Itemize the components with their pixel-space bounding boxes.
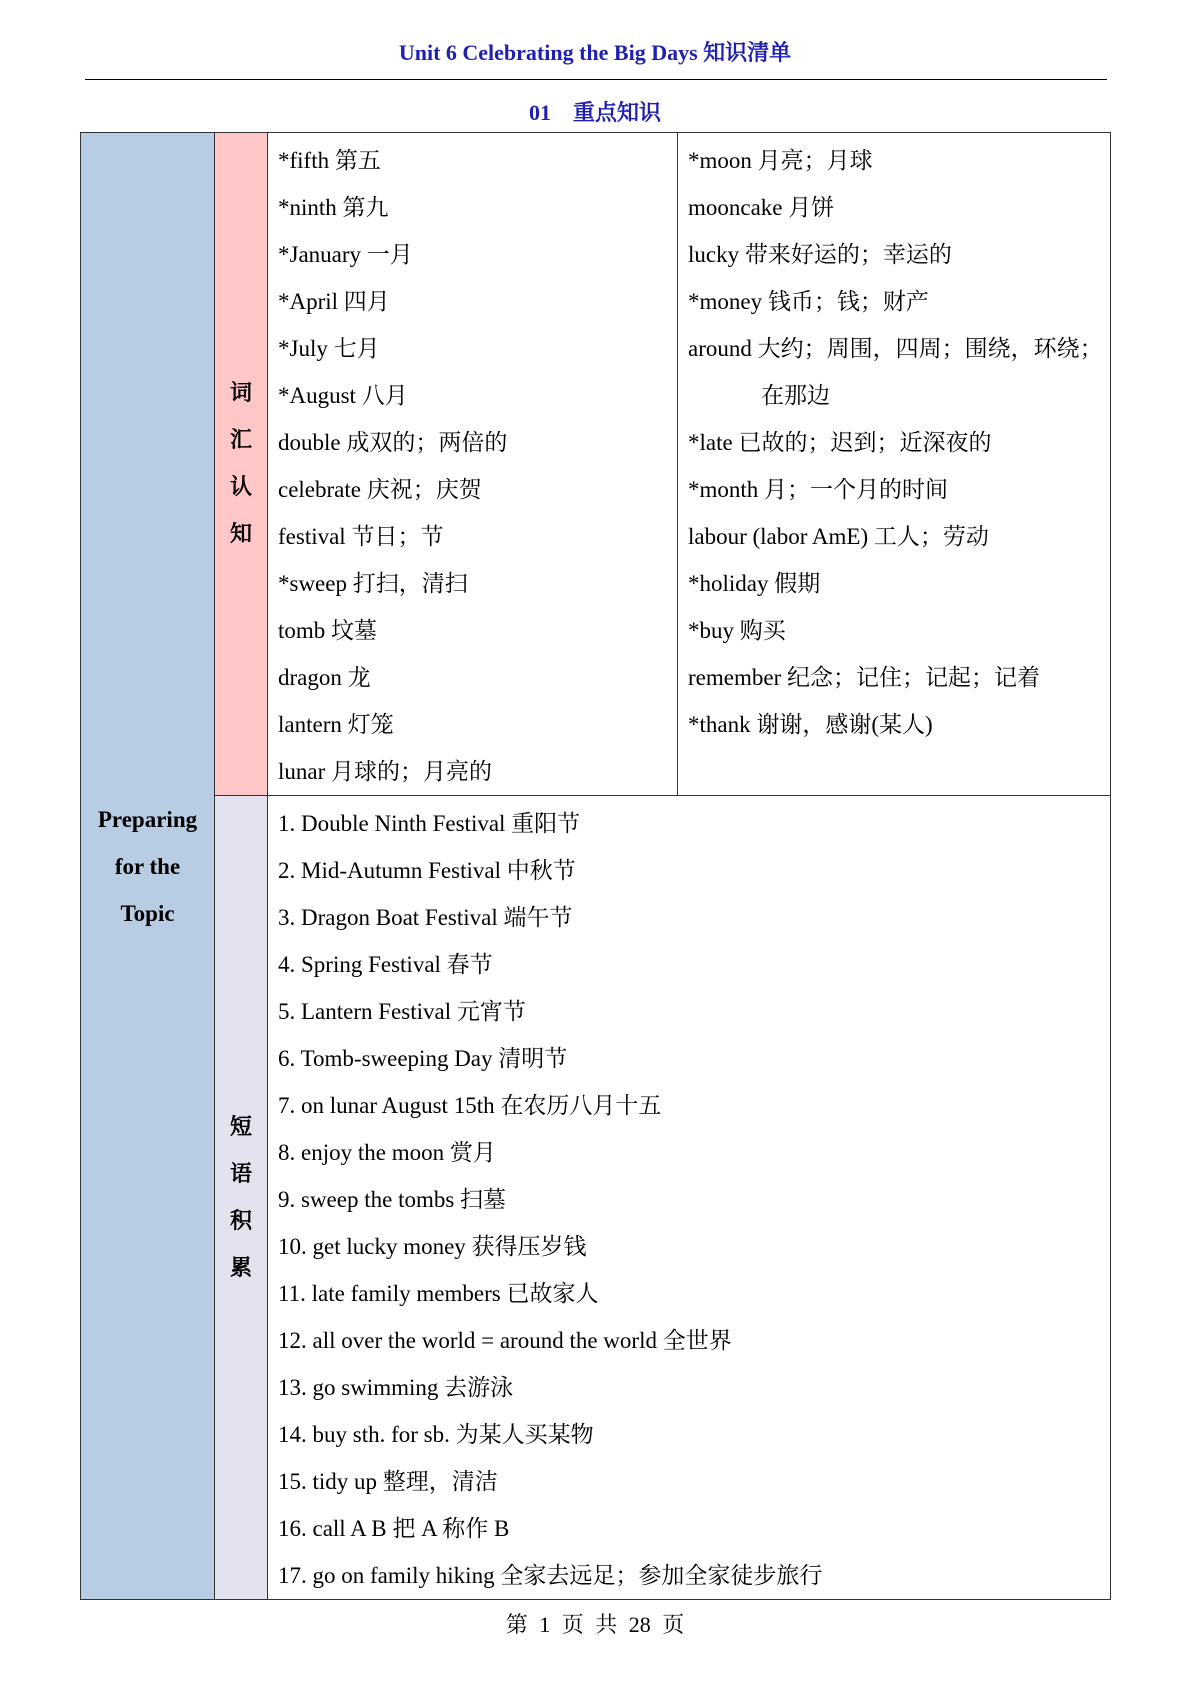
vocab-entry: festival 节日；节 [278, 524, 444, 549]
phrase-row [81, 796, 1111, 1600]
vocab-entry: *late 已故的；迟到；近深夜的 [688, 430, 992, 455]
vocab-category-cell [215, 133, 268, 796]
category-char: 语 [229, 1161, 252, 1187]
vocab-entry: dragon 龙 [278, 665, 371, 690]
category-char: 积 [229, 1208, 252, 1234]
category-char: 知 [229, 522, 252, 547]
phrase-item: 11. late family members 已故家人 [278, 1281, 599, 1306]
vocab-entry: *holiday 假期 [688, 571, 821, 596]
vocab-entry: lucky 带来好运的；幸运的 [688, 242, 952, 267]
vocab-entry: tomb 坟墓 [278, 618, 378, 643]
phrase-item: 4. Spring Festival 春节 [278, 952, 493, 977]
phrase-item: 10. get lucky money 获得压岁钱 [278, 1234, 587, 1259]
vocab-entry: remember 纪念；记住；记起；记着 [688, 665, 1040, 690]
section-title: 01 重点知识 [528, 100, 661, 125]
vocab-entry: celebrate 庆祝；庆贺 [278, 477, 482, 502]
phrase-item: 17. go on family hiking 全家去远足；参加全家徒步旅行 [278, 1563, 823, 1588]
topic-line: for the [114, 853, 181, 879]
vocab-entry: mooncake 月饼 [688, 195, 835, 220]
vocab-entry: *July 七月 [278, 336, 380, 361]
vocab-entry: lunar 月球的；月亮的 [278, 759, 493, 784]
phrase-item: 3. Dragon Boat Festival 端午节 [278, 905, 573, 930]
phrase-category-label [215, 1104, 267, 1292]
phrase-item: 14. buy sth. for sb. 为某人买某物 [278, 1422, 594, 1447]
vocab-entry: *moon 月亮；月球 [688, 148, 873, 173]
vocab-entry: *April 四月 [278, 289, 390, 314]
category-char: 汇 [229, 428, 252, 453]
document-header: Unit 6 Celebrating the Big Days 知识清单 [398, 40, 792, 65]
vocab-row [81, 133, 1111, 796]
vocab-entry: *January 一月 [278, 242, 413, 267]
topic-cell [81, 133, 215, 1600]
phrase-item: 13. go swimming 去游泳 [278, 1375, 514, 1400]
vocab-entry: *thank 谢谢，感谢(某人) [688, 712, 933, 737]
phrase-list-cell [268, 796, 1111, 1600]
vocab-entry: double 成双的；两倍的 [278, 430, 508, 455]
vocab-entry: lantern 灯笼 [278, 712, 394, 737]
phrase-item: 15. tidy up 整理，清洁 [278, 1469, 498, 1494]
vocab-entry: *August 八月 [278, 383, 408, 408]
vocab-entry: *fifth 第五 [278, 148, 381, 173]
category-char: 词 [229, 381, 252, 406]
topic-label [81, 796, 214, 937]
phrase-item: 16. call A B 把 A 称作 B [278, 1516, 510, 1541]
page-number: 第 1 页 共 28 页 [505, 1612, 685, 1637]
category-char: 短 [229, 1114, 252, 1140]
phrase-category-cell [215, 796, 268, 1600]
vocab-entry: *ninth 第九 [278, 195, 389, 220]
vocab-entry: *month 月；一个月的时间 [688, 477, 949, 502]
phrase-item: 1. Double Ninth Festival 重阳节 [278, 811, 581, 836]
vocab-entry: *buy 购买 [688, 618, 786, 643]
vocab-entry: *sweep 打扫，清扫 [278, 571, 468, 596]
topic-line: Preparing [97, 806, 198, 832]
phrase-item: 12. all over the world = around the world 全世界 [278, 1328, 732, 1353]
vocab-entry: *money 钱币；钱；财产 [688, 289, 929, 314]
vocab-entry-continuation: 在那边 [761, 383, 830, 408]
vocab-right-column [678, 133, 1111, 796]
category-char: 累 [229, 1255, 252, 1281]
category-char: 认 [229, 475, 252, 500]
phrase-item: 5. Lantern Festival 元宵节 [278, 999, 526, 1024]
knowledge-table [80, 132, 1111, 1600]
phrase-item: 7. on lunar August 15th 在农历八月十五 [278, 1093, 662, 1118]
vocab-entry: around 大约；周围，四周；围绕，环绕； [688, 336, 1103, 361]
phrase-item: 8. enjoy the moon 赏月 [278, 1140, 496, 1165]
phrase-item: 2. Mid-Autumn Festival 中秋节 [278, 858, 576, 883]
vocab-entry: labour (labor AmE) 工人；劳动 [688, 524, 989, 549]
vocab-category-label [215, 370, 267, 558]
header-divider [85, 79, 1107, 80]
phrase-item: 6. Tomb-sweeping Day 清明节 [278, 1046, 568, 1071]
phrase-item: 9. sweep the tombs 扫墓 [278, 1187, 507, 1212]
vocab-left-column [268, 133, 678, 796]
topic-line: Topic [120, 900, 175, 926]
